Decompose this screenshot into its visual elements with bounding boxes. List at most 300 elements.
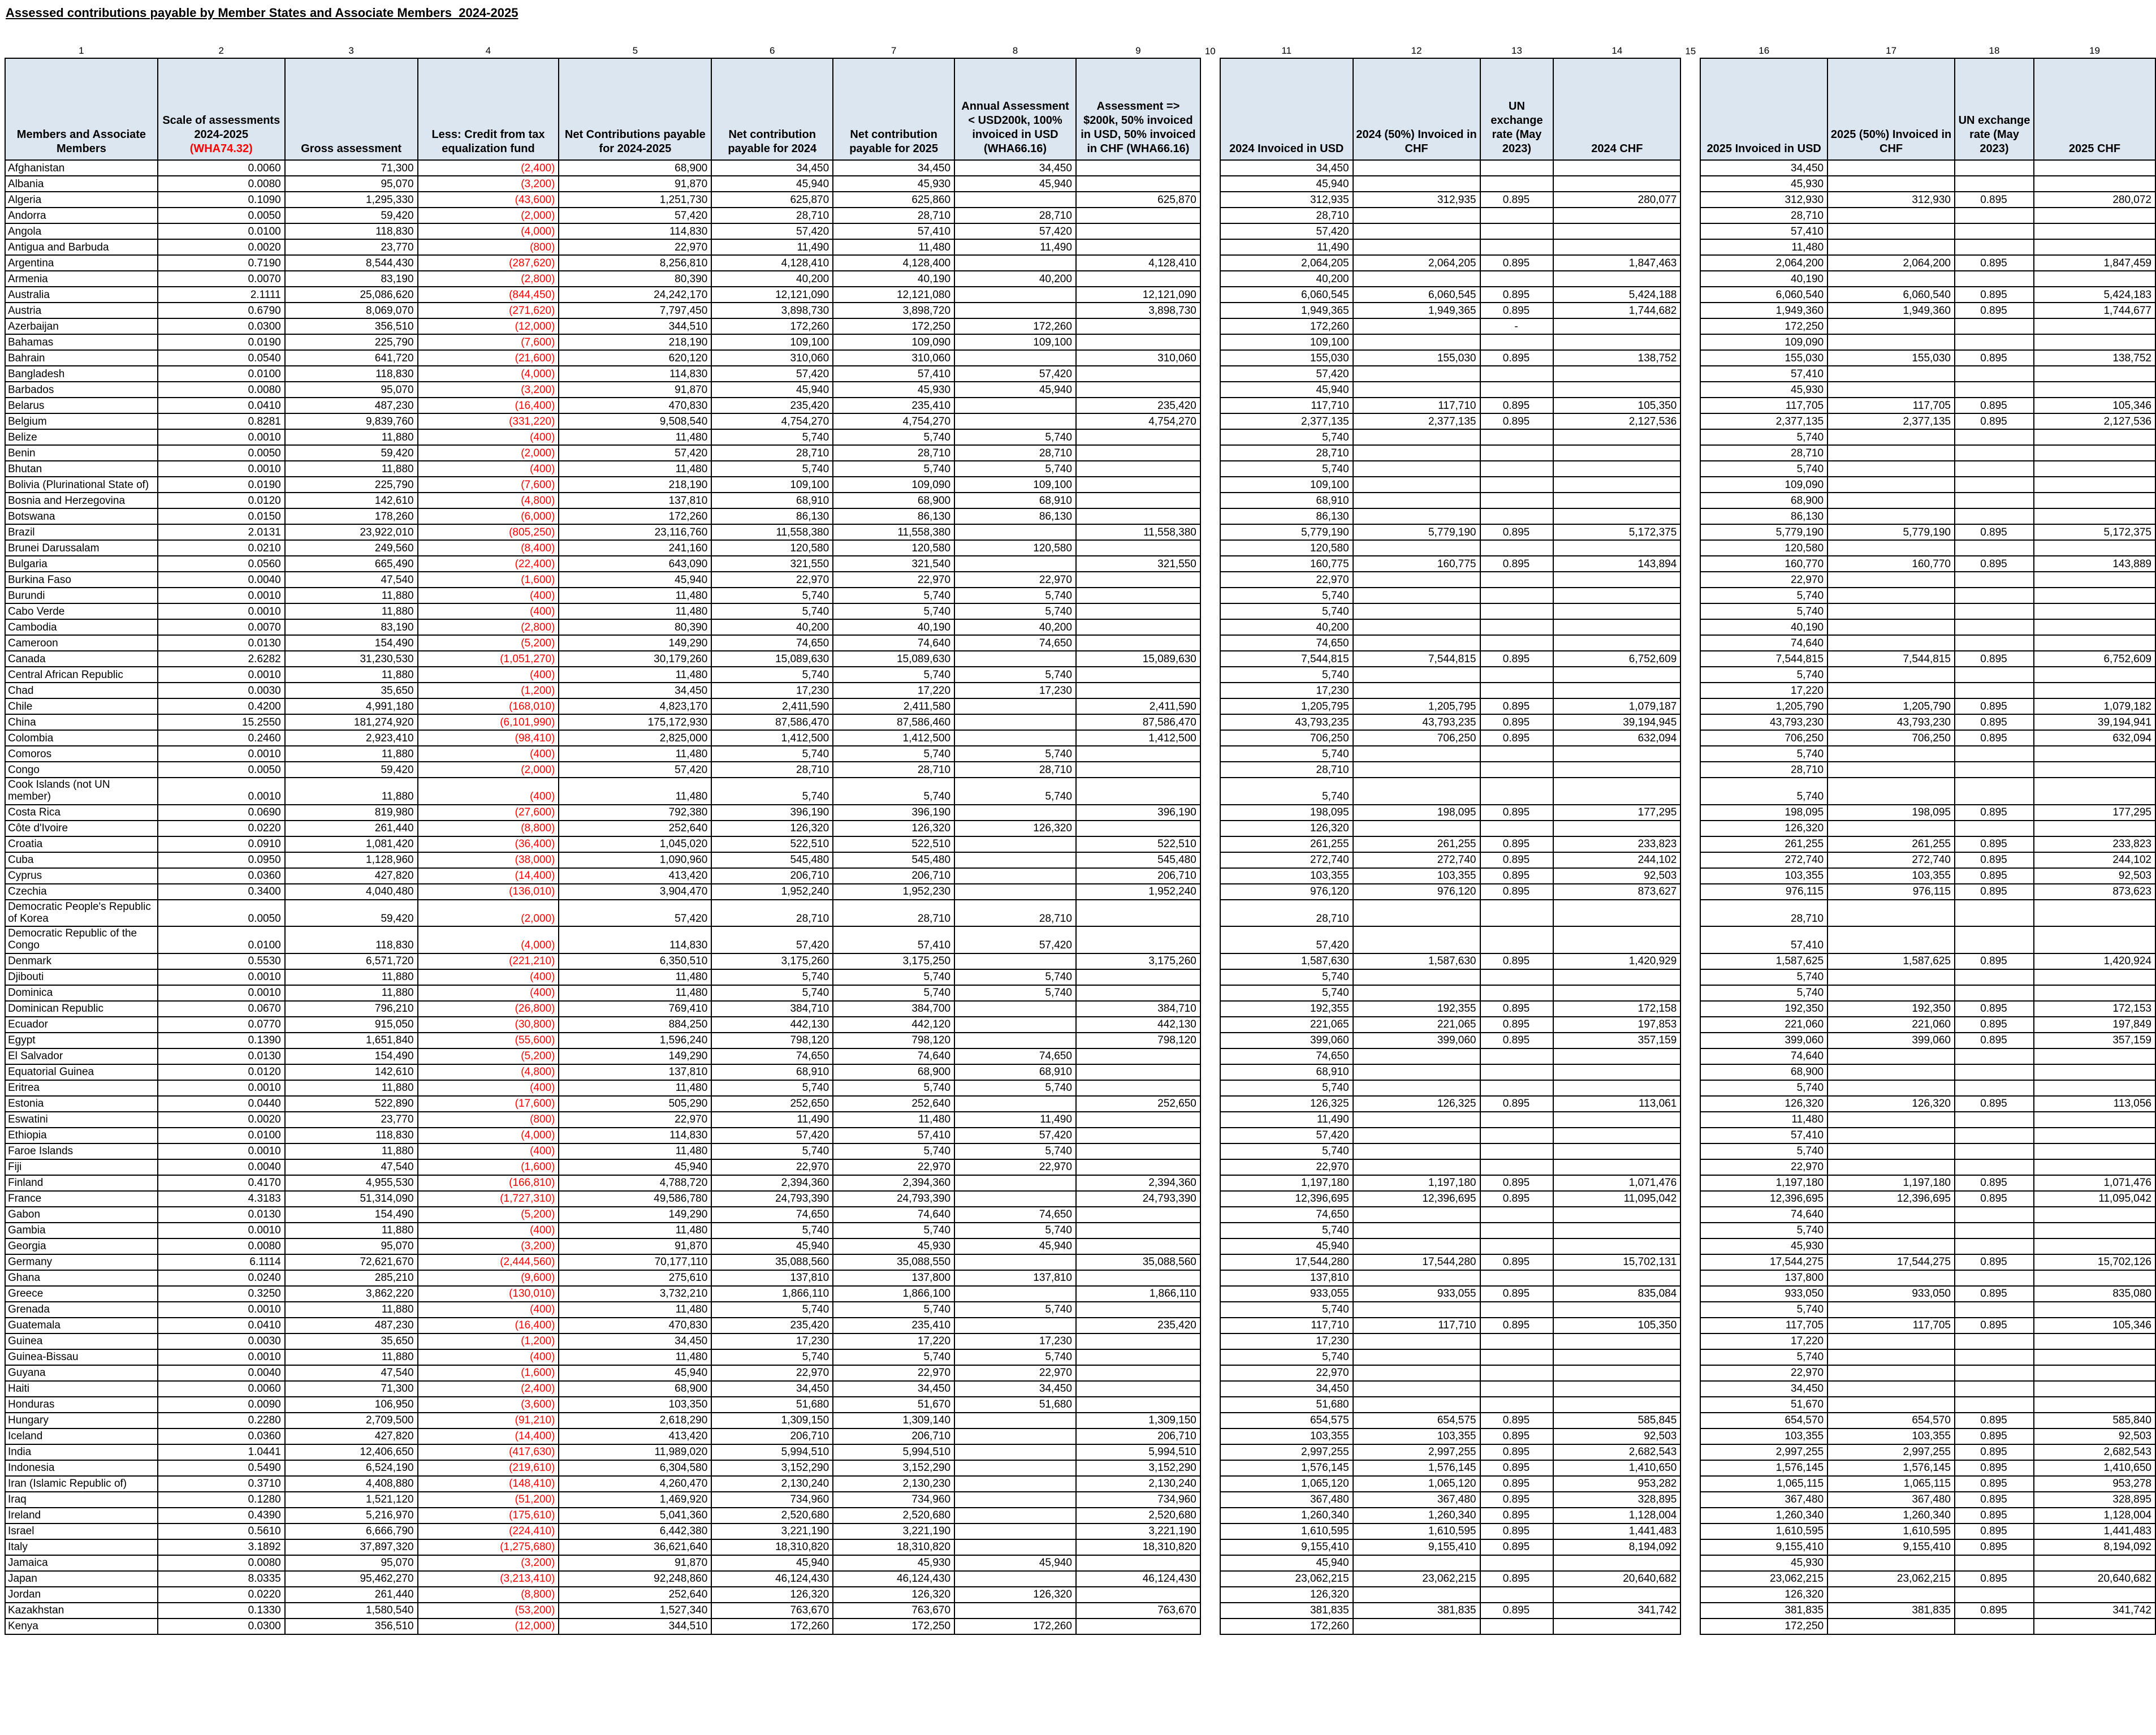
member-name-cell: Congo [5,762,158,778]
member-name-cell: Belarus [5,398,158,413]
exchange-rate-cell [1480,1349,1554,1365]
member-name-cell: Antigua and Barbuda [5,239,158,255]
value-cell: 137,800 [1700,1270,1827,1286]
value-cell: 34,450 [559,1333,711,1349]
spreadsheet-page [0,6,2156,1735]
value-cell: 5,740 [1220,969,1353,985]
value-cell: 43,793,235 [1220,714,1353,730]
value-cell [1353,429,1480,445]
member-name-cell: Iceland [5,1428,158,1444]
spacer-cell [1680,1175,1700,1191]
tax-credit-cell: (30,800) [418,1017,559,1033]
exchange-rate-cell: 0.895 [1955,556,2034,572]
value-cell: 5,740 [711,969,833,985]
spacer-cell [1200,1587,1220,1603]
value-cell: 976,115 [1827,884,1955,900]
column-header-label: 2025 CHF [2068,143,2121,155]
value-cell: 57,410 [1700,223,1827,239]
value-cell: 106,950 [285,1397,418,1413]
value-cell: 8,194,092 [1553,1539,1680,1555]
value-cell [1076,477,1200,493]
value-cell [1553,1302,1680,1318]
tax-credit-cell: (21,600) [418,350,559,366]
value-cell [1076,1555,1200,1571]
value-cell: 0.0910 [158,836,285,852]
member-name-cell: Indonesia [5,1460,158,1476]
value-cell: 71,300 [285,1381,418,1397]
member-name-cell: Dominican Republic [5,1001,158,1017]
spacer-cell [1200,778,1220,805]
value-cell: 25,086,620 [285,287,418,303]
value-cell [2034,1555,2155,1571]
spacer-cell [1200,1523,1220,1539]
value-cell: 57,420 [954,366,1076,382]
exchange-rate-cell [1955,1587,2034,1603]
value-cell: 57,420 [559,445,711,461]
value-cell: 2,682,543 [1553,1444,1680,1460]
tax-credit-cell: (3,200) [418,382,559,398]
value-cell [1076,334,1200,350]
value-cell [2034,445,2155,461]
value-cell [2034,508,2155,524]
value-cell: 665,490 [285,556,418,572]
value-cell [1827,271,1955,287]
value-cell: 198,095 [1353,805,1480,821]
value-cell: 117,705 [1827,1318,1955,1333]
member-name-cell: Democratic People's Republic of Korea [5,900,158,927]
value-cell: 0.0030 [158,1333,285,1349]
exchange-rate-cell [1480,382,1554,398]
value-cell: 261,440 [285,821,418,836]
value-cell: 2,377,135 [1700,413,1827,429]
value-cell: 4,823,170 [559,698,711,714]
value-cell: 381,835 [1220,1603,1353,1619]
exchange-rate-cell [1480,900,1554,927]
value-cell: 763,670 [1076,1603,1200,1619]
value-cell [1827,1159,1955,1175]
value-cell: 5,740 [1700,778,1827,805]
value-cell [1553,1397,1680,1413]
exchange-rate-cell: 0.895 [1955,1254,2034,1270]
value-cell: 40,200 [711,271,833,287]
value-cell [1553,900,1680,927]
exchange-rate-cell: 0.895 [1480,1254,1554,1270]
value-cell: 7,544,815 [1220,651,1353,667]
value-cell: 235,410 [833,1318,954,1333]
column-header [2034,58,2155,160]
value-cell [1353,985,1480,1001]
spacer-cell [1680,1476,1700,1492]
exchange-rate-cell: 0.895 [1955,1033,2034,1048]
value-cell: 126,320 [833,821,954,836]
value-cell: 357,159 [2034,1033,2155,1048]
value-cell: 585,845 [1553,1413,1680,1428]
value-cell: 11,490 [711,1112,833,1128]
value-cell: 71,300 [285,160,418,176]
value-cell [1076,461,1200,477]
value-cell: 310,060 [711,350,833,366]
exchange-rate-cell: 0.895 [1955,255,2034,271]
value-cell: 312,935 [1353,192,1480,208]
spacer-cell [1200,572,1220,588]
value-cell: 120,580 [833,540,954,556]
value-cell: 261,255 [1220,836,1353,852]
tax-credit-cell: (800) [418,239,559,255]
value-cell: 181,274,920 [285,714,418,730]
value-cell: 3,904,470 [559,884,711,900]
value-cell [1827,985,1955,1001]
tax-credit-cell: (400) [418,985,559,1001]
exchange-rate-cell [1955,429,2034,445]
value-cell: 0.3400 [158,884,285,900]
value-cell: 45,930 [833,1555,954,1571]
value-cell: 103,355 [1220,868,1353,884]
tax-credit-cell: (8,800) [418,821,559,836]
column-header-label: 2025 (50%) Invoiced in CHF [1830,128,1952,155]
spacer-cell [1680,239,1700,255]
value-cell: 126,320 [833,1587,954,1603]
value-cell: 5,740 [1220,1080,1353,1096]
member-name-cell: Egypt [5,1033,158,1048]
value-cell: 0.0010 [158,1080,285,1096]
value-cell: 117,710 [1353,1318,1480,1333]
exchange-rate-cell [1480,366,1554,382]
value-cell [1076,619,1200,635]
table-row [5,1207,2155,1223]
value-cell: 68,910 [711,1064,833,1080]
value-cell: 0.0130 [158,635,285,651]
value-cell: 91,870 [559,176,711,192]
value-cell: 0.0040 [158,572,285,588]
table-row [5,255,2155,271]
value-cell: 427,820 [285,868,418,884]
value-cell: 47,540 [285,572,418,588]
member-name-cell: Guatemala [5,1318,158,1333]
exchange-rate-cell [1480,445,1554,461]
value-cell: 126,320 [1220,1587,1353,1603]
value-cell [1553,572,1680,588]
tax-credit-cell: (2,800) [418,271,559,287]
value-cell: 11,880 [285,1080,418,1096]
tax-credit-cell: (8,800) [418,1587,559,1603]
value-cell: 321,550 [711,556,833,572]
value-cell: 126,320 [1220,821,1353,836]
value-cell: 197,849 [2034,1017,2155,1033]
table-row [5,926,2155,953]
member-name-cell: Belize [5,429,158,445]
value-cell: 68,900 [833,1064,954,1080]
value-cell: 835,080 [2034,1286,2155,1302]
tax-credit-cell: (3,200) [418,1238,559,1254]
value-cell: 1,079,182 [2034,698,2155,714]
value-cell: 1,260,340 [1220,1508,1353,1523]
tax-credit-cell: (14,400) [418,868,559,884]
value-cell: 233,823 [1553,836,1680,852]
value-cell: 109,100 [711,477,833,493]
value-cell: 11,880 [285,1143,418,1159]
value-cell: 11,480 [559,778,711,805]
value-cell: 142,610 [285,493,418,508]
table-row [5,1555,2155,1571]
member-name-cell: Azerbaijan [5,318,158,334]
column-number: 10 [1200,44,1220,58]
value-cell: 2,520,680 [1076,1508,1200,1523]
exchange-rate-cell: 0.895 [1480,1508,1554,1523]
value-cell: 2,064,205 [1353,255,1480,271]
value-cell: 28,710 [711,900,833,927]
value-cell: 45,930 [833,176,954,192]
value-cell [2034,1587,2155,1603]
value-cell: 2,997,255 [1353,1444,1480,1460]
value-cell: 177,295 [2034,805,2155,821]
value-cell: 734,960 [711,1492,833,1508]
value-cell: 0.0190 [158,477,285,493]
spacer-cell [1680,1207,1700,1223]
member-name-cell: Dominica [5,985,158,1001]
value-cell: 74,650 [954,1048,1076,1064]
value-cell [1827,1143,1955,1159]
value-cell: 625,870 [711,192,833,208]
value-cell: 137,800 [833,1270,954,1286]
value-cell [2034,619,2155,635]
column-header [1076,58,1200,160]
value-cell [1827,683,1955,698]
table-row [5,900,2155,927]
value-cell: 328,895 [2034,1492,2155,1508]
value-cell: 706,250 [1353,730,1480,746]
exchange-rate-cell [1480,239,1554,255]
tax-credit-cell: (22,400) [418,556,559,572]
value-cell: 172,260 [559,508,711,524]
table-row [5,619,2155,635]
member-name-cell: Greece [5,1286,158,1302]
member-name-cell: Estonia [5,1096,158,1112]
spacer-cell [1200,1333,1220,1349]
value-cell [1353,1333,1480,1349]
value-cell: 192,355 [1220,1001,1353,1017]
value-cell [1553,445,1680,461]
value-cell: 0.0410 [158,398,285,413]
value-cell: 137,810 [559,1064,711,1080]
value-cell: 23,062,215 [1353,1571,1480,1587]
value-cell [1553,1270,1680,1286]
value-cell: 252,650 [1076,1096,1200,1112]
value-cell: 15,089,630 [1076,651,1200,667]
value-cell: 654,575 [1353,1413,1480,1428]
value-cell: 23,770 [285,239,418,255]
value-cell: 367,480 [1353,1492,1480,1508]
exchange-rate-cell: 0.895 [1955,730,2034,746]
value-cell: 126,320 [954,1587,1076,1603]
spacer-cell [1680,1428,1700,1444]
value-cell: 45,930 [1700,382,1827,398]
table-row [5,805,2155,821]
value-cell [1076,900,1200,927]
value-cell: 11,558,380 [711,524,833,540]
spacer-cell [1200,1191,1220,1207]
value-cell: 172,260 [954,318,1076,334]
value-cell: 11,880 [285,778,418,805]
value-cell [954,1001,1076,1017]
value-cell [2034,588,2155,603]
value-cell: 442,130 [1076,1017,1200,1033]
value-cell [1353,1159,1480,1175]
value-cell: 28,710 [954,208,1076,223]
value-cell: 22,970 [559,1112,711,1128]
column-header-label: 2024 Invoiced in USD [1229,143,1344,155]
exchange-rate-cell: 0.895 [1955,1286,2034,1302]
value-cell [1076,1207,1200,1223]
value-cell [954,953,1076,969]
spacer-cell [1200,382,1220,398]
value-cell: 5,740 [711,1080,833,1096]
value-cell [1553,508,1680,524]
value-cell: 23,922,010 [285,524,418,540]
spacer-cell [1680,884,1700,900]
table-row [5,287,2155,303]
value-cell: 235,420 [1076,1318,1200,1333]
exchange-rate-cell: 0.895 [1955,350,2034,366]
column-header [285,58,418,160]
value-cell: 5,779,190 [1220,524,1353,540]
value-cell [1827,1207,1955,1223]
exchange-rate-cell: 0.895 [1955,192,2034,208]
value-cell: 0.0010 [158,588,285,603]
table-row [5,985,2155,1001]
tax-credit-cell: (51,200) [418,1492,559,1508]
exchange-rate-cell [1480,969,1554,985]
spacer-cell [1680,868,1700,884]
value-cell: 1,412,500 [1076,730,1200,746]
exchange-rate-cell [1480,1143,1554,1159]
value-cell: 172,260 [1220,1619,1353,1634]
value-cell: 0.8281 [158,413,285,429]
value-cell [1353,223,1480,239]
spacer-cell [1680,176,1700,192]
value-cell: 109,100 [1220,477,1353,493]
value-cell: 175,172,930 [559,714,711,730]
spacer-cell [1680,1096,1700,1112]
value-cell: 126,320 [1700,821,1827,836]
value-cell: 126,320 [954,821,1076,836]
value-cell: 74,640 [833,1207,954,1223]
tax-credit-cell: (43,600) [418,192,559,208]
exchange-rate-cell: 0.895 [1480,805,1554,821]
value-cell: 5,740 [954,603,1076,619]
exchange-rate-cell: 0.895 [1480,651,1554,667]
exchange-rate-cell [1955,1048,2034,1064]
spacer-cell [1200,619,1220,635]
value-cell [1553,1587,1680,1603]
spacer-column-header [1680,58,1700,160]
spacer-cell [1680,821,1700,836]
value-cell: 68,900 [833,493,954,508]
exchange-rate-cell [1955,572,2034,588]
value-cell: 11,558,380 [833,524,954,540]
value-cell [1076,969,1200,985]
member-name-cell: Armenia [5,271,158,287]
value-cell: 5,740 [711,667,833,683]
value-cell: 763,670 [711,1603,833,1619]
value-cell: 522,510 [711,836,833,852]
value-cell [1553,176,1680,192]
value-cell: 5,740 [1700,461,1827,477]
exchange-rate-cell [1955,208,2034,223]
value-cell [1827,429,1955,445]
spacer-cell [1200,540,1220,556]
value-cell: 5,740 [1700,985,1827,1001]
table-row [5,382,2155,398]
value-cell: 1,866,110 [1076,1286,1200,1302]
exchange-rate-cell: 0.895 [1955,805,2034,821]
spacer-cell [1200,1223,1220,1238]
value-cell: 40,200 [1220,619,1353,635]
tax-credit-cell: (2,000) [418,900,559,927]
value-cell: 235,410 [833,398,954,413]
value-cell [2034,667,2155,683]
value-cell [954,1413,1076,1428]
spacer-cell [1200,508,1220,524]
value-cell [1353,1128,1480,1143]
value-cell [2034,1397,2155,1413]
value-cell: 5,994,510 [1076,1444,1200,1460]
table-row [5,1397,2155,1413]
spacer-cell [1200,350,1220,366]
value-cell: 24,793,390 [711,1191,833,1207]
value-cell: 5,740 [1220,778,1353,805]
member-name-cell: Bahamas [5,334,158,350]
exchange-rate-cell [1955,1128,2034,1143]
tax-credit-cell: (136,010) [418,884,559,900]
table-row [5,1080,2155,1096]
value-cell: 1,251,730 [559,192,711,208]
value-cell: 1,045,020 [559,836,711,852]
value-cell: 9,155,410 [1353,1539,1480,1555]
table-row [5,1159,2155,1175]
value-cell [1827,588,1955,603]
value-cell [1076,588,1200,603]
value-cell: 976,115 [1700,884,1827,900]
tax-credit-cell: (400) [418,461,559,477]
value-cell: 5,994,510 [833,1444,954,1460]
value-cell: 70,177,110 [559,1254,711,1270]
value-cell: 22,970 [559,239,711,255]
column-header-label: Assessment => $200k, 50% invoiced in USD, 50% invoiced in CHF (WHA66.16) [1081,100,1196,155]
member-name-cell: Fiji [5,1159,158,1175]
exchange-rate-cell [1480,1587,1554,1603]
value-cell: 5,216,970 [285,1508,418,1523]
value-cell [1553,1112,1680,1128]
spacer-cell [1680,1318,1700,1333]
spacer-cell [1680,1444,1700,1460]
value-cell: 5,740 [1220,1143,1353,1159]
value-cell [1553,746,1680,762]
member-name-cell: Belgium [5,413,158,429]
member-name-cell: Burundi [5,588,158,603]
value-cell [2034,1381,2155,1397]
value-cell: 5,740 [1220,1223,1353,1238]
value-cell: 367,480 [1827,1492,1955,1508]
value-cell: 1,260,340 [1827,1508,1955,1523]
spacer-cell [1680,1286,1700,1302]
spacer-cell [1680,493,1700,508]
value-cell: 12,121,090 [711,287,833,303]
member-name-cell: Austria [5,303,158,318]
spacer-cell [1680,271,1700,287]
value-cell: 4,408,880 [285,1476,418,1492]
value-cell: 442,130 [711,1017,833,1033]
spacer-cell [1680,762,1700,778]
